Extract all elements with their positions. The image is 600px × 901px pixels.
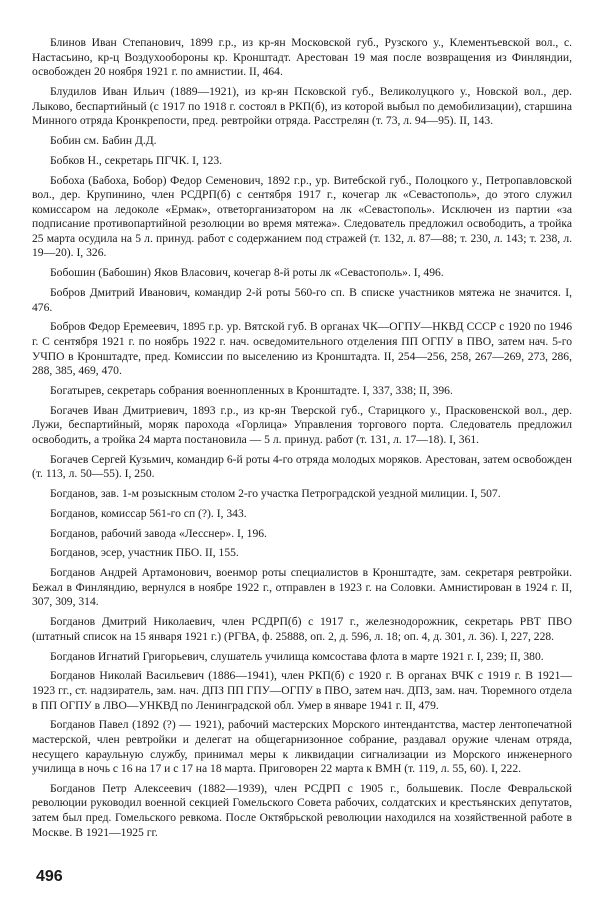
index-entry: Блинов Иван Степанович, 1899 г.р., из кр-ян Московской губ., Рузского у., Клементьевской вол., с. Настасьино, кр-ц Воздухообороны кр. Кронштадт. Арестован 19 мая после возвращения из Финляндии, освобожден 20 ноября 1921 г. по амнистии. II, 464. [32,36,572,79]
index-entry: Богданов Дмитрий Николаевич, член РСДРП(б) с 1917 г., железнодорожник, секретарь РВТ ПВО (штатный список на 15 января 1921 г.) (РГВА, ф. 25888, оп. 2, д. 596, л. 18; оп. 4, д. 301, л. 36). I, 227, 228. [32,615,572,643]
index-entry: Богданов Андрей Артамонович, военмор роты специалистов в Кронштадте, зам. секретаря ревтройки. Бежал в Финляндию, вернулся в ноябре 1922 г., отправлен в 1923 г. на Соловки. Амнистирован в 1924 г. II, 307, 309, 314. [32,566,572,609]
index-entry: Богачев Иван Дмитриевич, 1893 г.р., из кр-ян Тверской губ., Старицкого у., Прасковенской вол., дер. Лужи, беспартийный, моряк парохода «Горлица» Управления торгового порта. Следователь предложил освободить, а тройка 24 марта постановила — 5 л. принуд. работ (т. 131, л. 17—18). I, 361. [32,403,572,446]
index-entry: Бобров Федор Еремеевич, 1895 г.р. ур. Вятской губ. В органах ЧК—ОГПУ—НКВД СССР с 1920 по 1946 г. С сентября 1921 г. по ноябрь 1922 г. нач. осведомительного отделения ПП ОГПУ в ПВО, затем нач. 5-го УЧПО в Кронштадте, пред. Комиссии по выселению из Кронштадта. II, 254—256, 258, 267—269, 273, 286, 288, 385, 469, 470. [32,320,572,378]
index-entry: Богданов, эсер, участник ПБО. II, 155. [50,546,239,560]
index-entry: Блудилов Иван Ильич (1889—1921), из кр-ян Псковской губ., Великолуцкого у., Новской вол., дер. Лыково, беспартийный (с 1917 по 1918 г. состоял в РКП(б), из которой выбыл по демобилизации), старшина Минного отряда Кронкрепости, пред. ревтройки отряда. Расстрелян (т. 73, л. 94—95). II, 143. [32,84,572,128]
index-entry: Богданов, рабочий завода «Лесснер». I, 196. [50,526,267,540]
index-entry: Бобков Н., секретарь ПГЧК. I, 123. [50,153,223,167]
page-number: 496 [36,868,63,885]
index-entry: Богатырев, секретарь собрания военнопленных в Кронштадте. I, 337, 338; II, 396. [50,383,453,397]
index-entry: Бобоха (Бабоха, Бобор) Федор Семенович, 1892 г.р., ур. Витебской губ., Полоцкого у., Петропавловской вол., дер. Крупинино, член РСДРП(б) с сентября 1917 г., кочегар лк «Севастополь», до этого служил комиссаром на ледоколе «Ермак», ответорганизатором на лк «Севастополь». Исключен из партии «за подписание противопартийной резолюции во время мятежа». Следователь предложил освободить, а тройка 25 марта осудила на 5 л. принуд. работ с содержанием под стражей (т. 132, л. 87—88; т. 230, л. 143; т. 238, л. 19—20). I, 326. [32,173,572,260]
index-entry: Богданов Петр Алексеевич (1882—1939), член РСДРП с 1905 г., большевик. После Февральской революции руководил военной секцией Гомельского Совета рабочих, солдатских и крестьянских депутатов, затем был пред. Гомельского ревкома. После Октябрьской революции находился на хозяйственной работе в Москве. В 1921—1925 гг. [32,781,572,839]
document-page [32,36,572,845]
index-entry: Бобин см. Бабин Д.Д. [50,133,157,147]
index-entry: Бобошин (Бабошин) Яков Власович, кочегар 8-й роты лк «Севастополь». I, 496. [50,266,444,280]
index-entry: Богачев Сергей Кузьмич, командир 6-й роты 4-го отряда молодых моряков. Арестован, затем освобожден (т. 113, л. 50—55). I, 250. [32,452,572,481]
index-entry: Богданов, комиссар 561-го сп (?). I, 343. [50,506,247,520]
index-entry: Бобров Дмитрий Иванович, командир 2-й роты 560-го сп. В списке участников мятежа не значится. I, 476. [32,286,572,314]
index-entry: Богданов Николай Васильевич (1886—1941), член РКП(б) с 1920 г. В органах ВЧК с 1919 г. В 1921—1923 гг., ст. надзиратель, зам. нач. ДПЗ ПП ГПУ—ОГПУ в ПВО, затем нач. ДПЗ, зам. нач. Тюремного отдела в ПП ОГПУ в ЛВО—УНКВД по Ленинградской обл. Умер в январе 1941 г. II, 479. [32,669,572,712]
index-entry: Богданов Павел (1892 (?) — 1921), рабочий мастерских Морского интендантства, мастер лентопечатной мастерской, член ревтройки и делегат на общегарнизонное собрание, раздавал оружие членам отряда, несущего караульную службу, принимал меры к ликвидации сигнализации из Морского инженерного училища в ночь с 16 на 17 и с 17 на 18 марта. Приговорен 22 марта к ВМН (т. 119, л. 55, 60). I, 222. [32,718,572,776]
index-entry: Богданов Игнатий Григорьевич, слушатель училища комсостава флота в марте 1921 г. I, 239; II, 380. [50,649,544,663]
index-entry: Богданов, зав. 1-м розыскным столом 2-го участка Петроградской уездной милиции. I, 507. [50,487,501,501]
